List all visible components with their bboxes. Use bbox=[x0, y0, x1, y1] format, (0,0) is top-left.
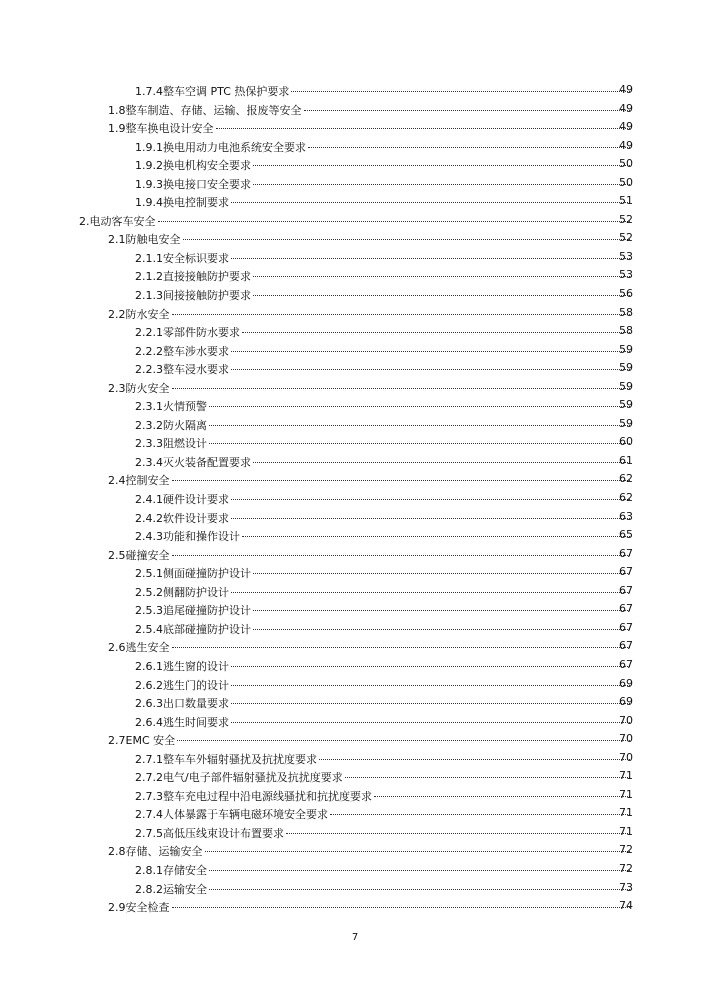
toc-entry-number: 2.8.2 bbox=[135, 882, 163, 896]
toc-entry-title: 硬件设计要求 bbox=[163, 493, 229, 507]
toc-entry[interactable] bbox=[0, 304, 710, 323]
toc-entry-page: 49 bbox=[619, 83, 633, 96]
toc-entry-number: 2.5.1 bbox=[135, 567, 163, 581]
toc-entry-page: 59 bbox=[619, 361, 633, 375]
toc-entry-number: 2.8 bbox=[108, 845, 126, 859]
dot-leader bbox=[253, 295, 630, 296]
toc-entry-page: 72 bbox=[619, 843, 633, 857]
toc-entry-page: 69 bbox=[619, 695, 633, 709]
toc-entry[interactable] bbox=[0, 229, 710, 248]
table-of-contents bbox=[0, 81, 710, 916]
toc-entry[interactable] bbox=[0, 192, 710, 211]
dot-leader bbox=[231, 369, 630, 370]
toc-entry-number: 2.7.2 bbox=[135, 771, 163, 785]
dot-leader bbox=[183, 239, 631, 240]
toc-entry[interactable] bbox=[0, 563, 710, 582]
toc-entry-title: 功能和操作设计 bbox=[163, 530, 240, 544]
dot-leader bbox=[209, 443, 630, 444]
toc-entry-title: 出口数量要求 bbox=[163, 697, 229, 711]
toc-entry-page: 71 bbox=[619, 806, 633, 820]
toc-entry-title: 间接接触防护要求 bbox=[163, 289, 251, 303]
toc-entry-number: 2.1.3 bbox=[135, 289, 163, 303]
toc-entry-page: 69 bbox=[619, 676, 633, 690]
toc-entry-page: 49 bbox=[619, 138, 633, 152]
toc-entry-title: 逃生门的设计 bbox=[163, 678, 229, 692]
toc-entry-page: 61 bbox=[619, 453, 633, 467]
toc-entry-number: 2.8.1 bbox=[135, 863, 163, 877]
toc-entry[interactable] bbox=[0, 100, 710, 119]
dot-leader bbox=[319, 759, 630, 760]
toc-entry[interactable] bbox=[0, 359, 710, 378]
toc-entry-title: 逃生时间要求 bbox=[163, 715, 229, 729]
toc-entry-number: 1.9.1 bbox=[135, 140, 163, 154]
toc-entry-number: 2.5.2 bbox=[135, 585, 163, 599]
toc-entry-page: 59 bbox=[619, 398, 633, 412]
toc-entry-page: 58 bbox=[619, 305, 633, 319]
toc-entry-number: 2.1 bbox=[108, 233, 126, 247]
toc-entry[interactable] bbox=[0, 823, 710, 842]
toc-entry-page: 59 bbox=[619, 379, 633, 393]
toc-entry[interactable] bbox=[0, 174, 710, 193]
dot-leader bbox=[172, 480, 631, 481]
dot-leader bbox=[231, 685, 630, 686]
dot-leader bbox=[172, 647, 631, 648]
toc-entry-number: 2.1.2 bbox=[135, 270, 163, 284]
toc-entry-number: 2.5.4 bbox=[135, 622, 163, 636]
toc-entry-page: 62 bbox=[619, 491, 633, 505]
toc-entry[interactable] bbox=[0, 378, 710, 397]
toc-entry-page: 67 bbox=[619, 583, 633, 597]
toc-entry-page: 70 bbox=[619, 713, 633, 727]
toc-entry-number: 1.7.4 bbox=[135, 85, 163, 98]
toc-entry-title: 追尾碰撞防护设计 bbox=[163, 604, 251, 618]
dot-leader bbox=[308, 147, 630, 148]
toc-entry-page: 67 bbox=[619, 639, 633, 653]
toc-entry-page: 63 bbox=[619, 509, 633, 523]
dot-leader bbox=[242, 536, 630, 537]
toc-entry[interactable] bbox=[0, 749, 710, 768]
toc-entry-number: 2.6.1 bbox=[135, 659, 163, 673]
toc-entry[interactable] bbox=[0, 582, 710, 601]
dot-leader bbox=[330, 814, 630, 815]
toc-entry-title: 整车空调 PTC 热保护要求 bbox=[163, 85, 290, 98]
toc-entry-number: 2.4.1 bbox=[135, 493, 163, 507]
toc-entry-page: 67 bbox=[619, 620, 633, 634]
toc-entry[interactable] bbox=[0, 81, 710, 100]
dot-leader bbox=[253, 165, 630, 166]
toc-entry-page: 59 bbox=[619, 416, 633, 430]
toc-entry-number: 2.2.2 bbox=[135, 344, 163, 358]
toc-entry-page: 50 bbox=[619, 157, 633, 171]
dot-leader bbox=[374, 796, 630, 797]
toc-entry[interactable] bbox=[0, 675, 710, 694]
toc-entry-title: 电气/电子部件辐射骚扰及抗扰度要求 bbox=[163, 771, 343, 785]
toc-entry-number: 1.9.4 bbox=[135, 196, 163, 210]
toc-entry-number: 2.3.4 bbox=[135, 455, 163, 469]
toc-entry-page: 56 bbox=[619, 287, 633, 301]
toc-entry-number: 2.5.3 bbox=[135, 604, 163, 618]
toc-entry[interactable] bbox=[0, 322, 710, 341]
toc-entry-page: 49 bbox=[619, 120, 633, 134]
dot-leader bbox=[253, 276, 630, 277]
toc-entry-title: 整车车外辐射骚扰及抗扰度要求 bbox=[163, 752, 317, 766]
dot-leader bbox=[253, 184, 630, 185]
toc-entry-page: 51 bbox=[619, 194, 633, 208]
toc-entry-page: 70 bbox=[619, 732, 633, 746]
dot-leader bbox=[172, 907, 631, 908]
toc-entry[interactable] bbox=[0, 804, 710, 823]
dot-leader bbox=[231, 351, 630, 352]
dot-leader bbox=[231, 592, 630, 593]
toc-entry[interactable] bbox=[0, 508, 710, 527]
toc-entry[interactable] bbox=[0, 619, 710, 638]
toc-entry[interactable] bbox=[0, 767, 710, 786]
toc-entry[interactable] bbox=[0, 452, 710, 471]
toc-entry-title: 整车充电过程中沿电源线骚扰和抗扰度要求 bbox=[163, 789, 372, 803]
toc-entry-title: 运输安全 bbox=[163, 882, 207, 896]
toc-entry-page: 49 bbox=[619, 101, 633, 115]
toc-entry-page: 71 bbox=[619, 769, 633, 783]
toc-entry-page: 67 bbox=[619, 546, 633, 560]
dot-leader bbox=[345, 777, 630, 778]
dot-leader bbox=[231, 518, 630, 519]
toc-entry[interactable] bbox=[0, 730, 710, 749]
toc-entry-page: 72 bbox=[619, 861, 633, 875]
toc-entry-page: 62 bbox=[619, 472, 633, 486]
toc-entry-number: 2.4.3 bbox=[135, 530, 163, 544]
toc-entry-page: 71 bbox=[619, 787, 633, 801]
toc-entry-title: 换电用动力电池系统安全要求 bbox=[163, 140, 306, 154]
toc-entry-number: 2.7 bbox=[108, 734, 126, 748]
toc-entry-page: 52 bbox=[619, 231, 633, 245]
toc-entry-number: 2.7.5 bbox=[135, 826, 163, 840]
toc-entry-title: 零部件防水要求 bbox=[163, 326, 240, 340]
toc-entry-title: 人体暴露于车辆电磁环境安全要求 bbox=[163, 808, 328, 822]
dot-leader bbox=[158, 221, 631, 222]
dot-leader bbox=[209, 889, 630, 890]
toc-entry-number: 2.2 bbox=[108, 307, 126, 321]
toc-entry-number: 2.3.3 bbox=[135, 437, 163, 451]
toc-entry-title: 控制安全 bbox=[125, 474, 170, 488]
toc-entry-number: 2.3.1 bbox=[135, 400, 163, 414]
toc-entry-title: 换电接口安全要求 bbox=[163, 177, 251, 191]
toc-entry-number: 1.8 bbox=[108, 103, 126, 117]
toc-entry-number: 2.5 bbox=[108, 548, 126, 562]
toc-entry-page: 53 bbox=[619, 268, 633, 282]
toc-entry-number: 1.9.3 bbox=[135, 177, 163, 191]
dot-leader bbox=[253, 573, 630, 574]
dot-leader bbox=[231, 499, 630, 500]
toc-entry[interactable] bbox=[0, 693, 710, 712]
toc-entry-number: 2.6 bbox=[108, 641, 126, 655]
toc-entry-title: 软件设计要求 bbox=[163, 511, 229, 525]
toc-entry-title: 侧翻防护设计 bbox=[163, 585, 229, 599]
toc-entry-page: 65 bbox=[619, 528, 633, 542]
toc-entry[interactable] bbox=[0, 656, 710, 675]
dot-leader bbox=[172, 388, 631, 389]
toc-entry[interactable] bbox=[0, 712, 710, 731]
toc-entry-title: 安全检查 bbox=[125, 901, 170, 915]
toc-entry[interactable] bbox=[0, 396, 710, 415]
dot-leader bbox=[253, 610, 630, 611]
dot-leader bbox=[253, 462, 630, 463]
toc-entry-title: 整车制造、存储、运输、报废等安全 bbox=[125, 103, 302, 117]
toc-entry-number: 2.3 bbox=[108, 381, 126, 395]
toc-entry-page: 53 bbox=[619, 249, 633, 263]
toc-entry-title: 防触电安全 bbox=[125, 233, 181, 247]
toc-entry-page: 58 bbox=[619, 324, 633, 338]
toc-entry-title: 高低压线束设计布置要求 bbox=[163, 826, 284, 840]
toc-entry[interactable] bbox=[0, 155, 710, 174]
toc-entry-title: 逃生安全 bbox=[125, 641, 170, 655]
toc-entry-page: 67 bbox=[619, 657, 633, 671]
dot-leader bbox=[231, 722, 630, 723]
dot-leader bbox=[304, 110, 631, 111]
toc-entry-title: 电动客车安全 bbox=[89, 214, 156, 228]
toc-entry-page: 67 bbox=[619, 565, 633, 579]
toc-entry-page: 50 bbox=[619, 175, 633, 189]
dot-leader bbox=[177, 740, 630, 741]
toc-entry-page: 74 bbox=[619, 899, 633, 913]
toc-entry-number: 2.2.1 bbox=[135, 326, 163, 340]
toc-entry[interactable] bbox=[0, 526, 710, 545]
dot-leader bbox=[209, 870, 630, 871]
toc-entry[interactable] bbox=[0, 860, 710, 879]
toc-entry[interactable] bbox=[0, 545, 710, 564]
toc-entry-number: 2. bbox=[79, 214, 90, 228]
toc-entry-number: 2.6.2 bbox=[135, 678, 163, 692]
toc-entry-title: 存储安全 bbox=[163, 863, 207, 877]
toc-entry-title: 整车涉水要求 bbox=[163, 344, 229, 358]
toc-entry[interactable] bbox=[0, 470, 710, 489]
toc-entry[interactable] bbox=[0, 137, 710, 156]
toc-entry-title: 侧面碰撞防护设计 bbox=[163, 567, 251, 581]
toc-entry-title: 防火安全 bbox=[125, 381, 170, 395]
toc-entry-page: 60 bbox=[619, 435, 633, 449]
toc-entry[interactable] bbox=[0, 415, 710, 434]
page-number: 7 bbox=[351, 932, 359, 943]
toc-entry-number: 2.7.1 bbox=[135, 752, 163, 766]
toc-entry-title: 整车换电设计安全 bbox=[125, 122, 214, 136]
dot-leader bbox=[231, 258, 630, 259]
toc-entry[interactable] bbox=[0, 248, 710, 267]
toc-entry-title: 逃生窗的设计 bbox=[163, 659, 229, 673]
toc-entry[interactable] bbox=[0, 600, 710, 619]
dot-leader bbox=[286, 833, 630, 834]
toc-entry-title: 碰撞安全 bbox=[125, 548, 170, 562]
dot-leader bbox=[216, 128, 631, 129]
dot-leader bbox=[291, 91, 630, 92]
dot-leader bbox=[209, 406, 630, 407]
toc-entry-number: 2.6.4 bbox=[135, 715, 163, 729]
toc-entry-title: 整车浸水要求 bbox=[163, 363, 229, 377]
toc-entry[interactable] bbox=[0, 897, 710, 916]
toc-entry-title: 火情预警 bbox=[163, 400, 207, 414]
dot-leader bbox=[205, 851, 631, 852]
toc-entry-page: 67 bbox=[619, 602, 633, 616]
toc-entry-number: 2.7.4 bbox=[135, 808, 163, 822]
toc-entry[interactable] bbox=[0, 266, 710, 285]
toc-entry-title: 换电控制要求 bbox=[163, 196, 229, 210]
dot-leader bbox=[231, 202, 630, 203]
toc-entry[interactable] bbox=[0, 637, 710, 656]
toc-entry-title: 底部碰撞防护设计 bbox=[163, 622, 251, 636]
toc-entry[interactable] bbox=[0, 211, 710, 230]
dot-leader bbox=[253, 629, 630, 630]
dot-leader bbox=[172, 314, 631, 315]
toc-entry-title: 阻燃设计 bbox=[163, 437, 207, 451]
toc-entry-page: 73 bbox=[619, 880, 633, 894]
toc-entry-title: EMC 安全 bbox=[125, 734, 176, 748]
toc-entry-title: 直接接触防护要求 bbox=[163, 270, 251, 284]
toc-entry-page: 59 bbox=[619, 342, 633, 356]
dot-leader bbox=[209, 425, 630, 426]
toc-entry-page: 52 bbox=[619, 212, 633, 226]
toc-entry-number: 2.3.2 bbox=[135, 418, 163, 432]
toc-entry-title: 安全标识要求 bbox=[163, 251, 229, 265]
toc-entry-title: 防水安全 bbox=[125, 307, 170, 321]
toc-entry-number: 2.4 bbox=[108, 474, 126, 488]
toc-entry[interactable] bbox=[0, 841, 710, 860]
toc-entry-number: 2.2.3 bbox=[135, 363, 163, 377]
toc-entry-page: 71 bbox=[619, 824, 633, 838]
dot-leader bbox=[231, 703, 630, 704]
toc-entry-number: 2.6.3 bbox=[135, 697, 163, 711]
dot-leader bbox=[231, 666, 630, 667]
dot-leader bbox=[242, 332, 630, 333]
toc-entry-title: 灭火装备配置要求 bbox=[163, 455, 251, 469]
toc-entry-title: 防火隔离 bbox=[163, 418, 207, 432]
toc-entry[interactable] bbox=[0, 341, 710, 360]
toc-entry[interactable] bbox=[0, 433, 710, 452]
toc-entry[interactable] bbox=[0, 285, 710, 304]
dot-leader bbox=[172, 555, 631, 556]
toc-entry-number: 2.1.1 bbox=[135, 251, 163, 265]
toc-entry-number: 1.9.2 bbox=[135, 159, 163, 173]
toc-entry-title: 存储、运输安全 bbox=[125, 845, 203, 859]
toc-entry[interactable] bbox=[0, 489, 710, 508]
toc-entry-number: 2.4.2 bbox=[135, 511, 163, 525]
toc-entry[interactable] bbox=[0, 879, 710, 898]
toc-entry[interactable] bbox=[0, 118, 710, 137]
toc-entry-number: 2.9 bbox=[108, 901, 126, 915]
toc-entry-number: 2.7.3 bbox=[135, 789, 163, 803]
toc-entry-page: 70 bbox=[619, 750, 633, 764]
toc-entry-title: 换电机构安全要求 bbox=[163, 159, 251, 173]
toc-entry[interactable] bbox=[0, 786, 710, 805]
toc-entry-number: 1.9 bbox=[108, 122, 126, 136]
